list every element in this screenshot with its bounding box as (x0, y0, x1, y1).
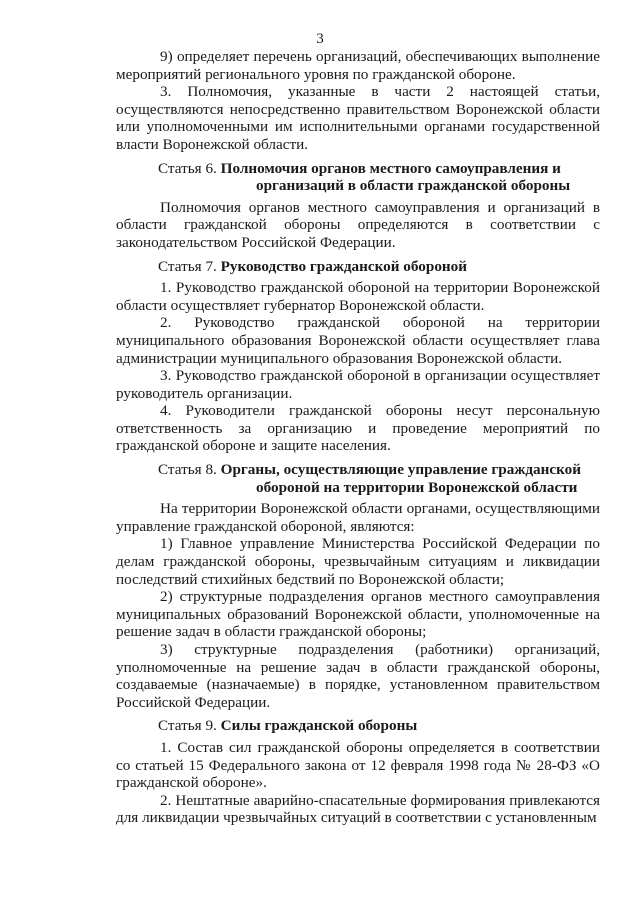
article-8-heading (116, 461, 600, 496)
page-number: 3 (316, 31, 324, 47)
article-number: Статья 9. (158, 717, 217, 735)
article-title: Органы, осуществляющие управление гражданской (220, 461, 582, 479)
article-title-cont: организаций в области гражданской обороны (256, 177, 571, 195)
paragraph: 3) структурные подразделения (работники) организаций, уполномоченные на решение задач в области гражданской обороны, создаваемые (назначаемые) в порядке, установленном правительством Российской Федерации. (116, 641, 600, 711)
article-number: Статья 8. (158, 461, 217, 479)
article-title: Полномочия органов местного самоуправления и (220, 159, 561, 177)
paragraph: 9) определяет перечень организаций, обеспечивающих выполнение мероприятий регионального уровня по гражданской обороне. (116, 48, 600, 83)
article-title: Силы гражданской обороны (220, 717, 418, 735)
paragraph: 3. Полномочия, указанные в части 2 настоящей статьи, осуществляются непосредственно правительством Воронежской области или уполномоченными им исполнительными органами государственной власти Воронежской области. (116, 83, 600, 153)
article-title-cont: обороной на территории Воронежской области (256, 478, 578, 496)
article-6-heading (116, 160, 600, 195)
paragraph: 1. Состав сил гражданской обороны определяется в соответствии со статьей 15 Федерального закона от 12 февраля 1998 года № 28-ФЗ «О гражданской обороне». (116, 738, 600, 792)
paragraph: 2. Руководство гражданской обороной на территории муниципального образования Воронежской области осуществляет глава администрации муниципального образования Воронежской области. (116, 314, 600, 367)
article-number: Статья 7. (158, 257, 217, 275)
paragraph: 1. Руководство гражданской обороной на территории Воронежской области осуществляет губернатор Воронежской области. (116, 279, 600, 314)
paragraph: 3. Руководство гражданской обороной в организации осуществляет руководитель организации. (116, 367, 600, 402)
paragraph: 4. Руководители гражданской обороны несут персональную ответственность за организацию и проведение мероприятий по гражданской обороне и защите населения. (116, 402, 600, 455)
article-7-heading (116, 258, 600, 276)
article-number: Статья 6. (158, 159, 217, 177)
document-body (116, 48, 600, 827)
paragraph: 2. Нештатные аварийно-спасательные формирования привлекаются для ликвидации чрезвычайных ситуаций в соответствии с установленным (116, 791, 600, 827)
paragraph: 2) структурные подразделения органов местного самоуправления муниципальных образований Воронежской области, уполномоченные на решение задач в области гражданской обороны; (116, 588, 600, 641)
article-title: Руководство гражданской обороной (220, 257, 468, 275)
paragraph: 1) Главное управление Министерства Российской Федерации по делам гражданской обороны, чрезвычайным ситуациям и ликвидации последствий стихийных бедствий по Воронежской области; (116, 535, 600, 588)
paragraph: Полномочия органов местного самоуправления и организаций в области гражданской обороны определяются в соответствии с законодательством Российской Федерации. (116, 198, 600, 251)
paragraph: На территории Воронежской области органами, осуществляющими управление гражданской обороной, являются: (116, 500, 600, 535)
article-9-heading (116, 717, 600, 735)
